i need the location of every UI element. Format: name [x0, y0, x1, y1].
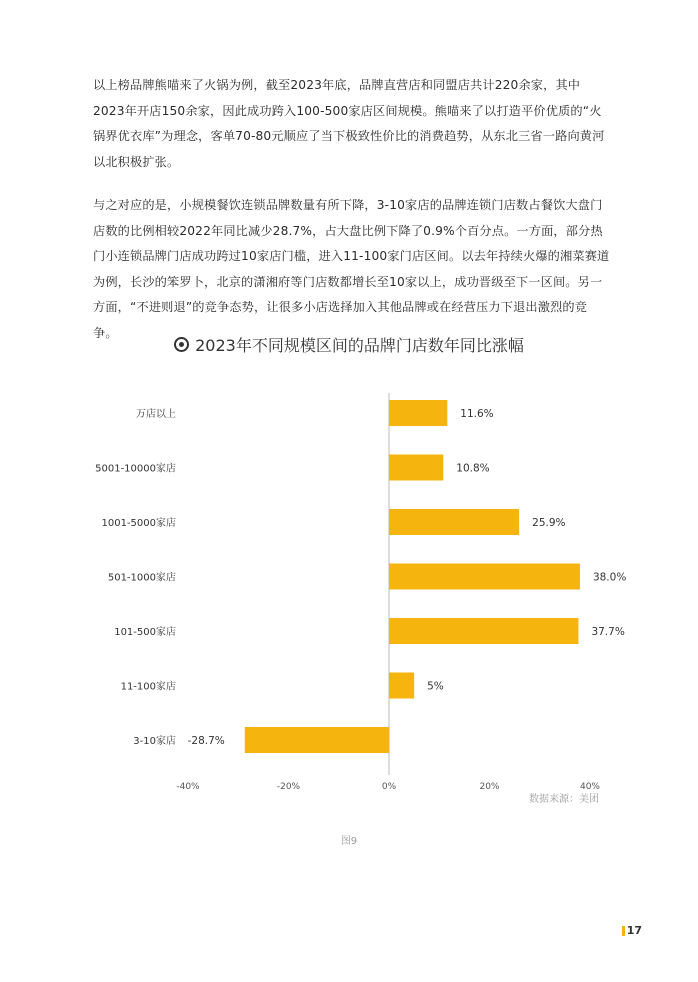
paragraph-1: 以上榜品牌熊喵来了火锅为例，截至2023年底，品牌直营店和同盟店共计220余家，其中2023年开店150余家，因此成功跨入100-500家店区间规模。熊喵来了以打造平价优质的“火锅界优衣库”为理念，客单70-80元顺应了当下极致性价比的消费趋势，从东北三省一路向黄河以北积极扩张。 [93, 78, 605, 169]
x-tick-label: 20% [479, 782, 500, 792]
x-tick-label: 0% [381, 782, 397, 792]
category-label: 101-500家店 [114, 627, 176, 638]
bar-2 [389, 509, 519, 535]
x-tick-label: 40% [579, 782, 601, 792]
value-label: 5% [427, 680, 444, 693]
bar-chart [0, 380, 698, 792]
category-label: 万店以上 [136, 409, 176, 420]
bar-0 [389, 400, 447, 426]
x-tick-label: -40% [176, 782, 200, 792]
bar-6 [245, 727, 389, 753]
value-label: 25.9% [532, 517, 566, 529]
value-label: -28.7% [187, 735, 225, 747]
data-source: 数据来源：美团 [529, 794, 599, 805]
category-label: 1001-5000家店 [101, 518, 176, 529]
target-icon [174, 337, 189, 352]
figure-caption: 图9 [340, 836, 358, 847]
bar-1 [389, 455, 443, 481]
category-label: 5001-10000家店 [95, 463, 176, 475]
paragraph-2: 与之对应的是，小规模餐饮连锁品牌数量有所下降，3-10家店的品牌连锁门店数占餐饮大盘门店数的比例相较2022年同比减少28.7%，占大盘比例下降了0.9%个百分点。一方面，部分热门小连锁品牌门店成功跨过10家店门槛，进入11-100家门店区间。以去年持续火爆的湘菜赛道为例，长沙的笨罗卜，北京的潇湘府等门店数都增长至10家以上，成功晋级至下一区间。另一方面，“不进则退”的竞争态势，让很多小店选择加入其他品牌或在经营压力下退出激烈的竞争。 [93, 198, 610, 340]
chart-title-row [0, 333, 698, 356]
x-tick-label: -20% [276, 782, 301, 792]
bar-4 [389, 618, 578, 644]
page-marker-icon [622, 926, 625, 936]
chart-title: 2023年不同规模区间的品牌门店数年同比涨幅 [195, 336, 524, 355]
bar-5 [389, 673, 414, 699]
value-label: 11.6% [460, 408, 494, 420]
category-label: 11-100家店 [120, 681, 176, 693]
page-number-text: 17 [626, 924, 642, 937]
category-label: 3-10家店 [133, 736, 176, 747]
value-label: 10.8% [456, 462, 490, 475]
bar-3 [389, 564, 580, 590]
page-number [622, 924, 642, 937]
value-label: 37.7% [591, 626, 625, 638]
value-label: 38.0% [592, 571, 627, 584]
category-label: 501-1000家店 [107, 572, 176, 584]
